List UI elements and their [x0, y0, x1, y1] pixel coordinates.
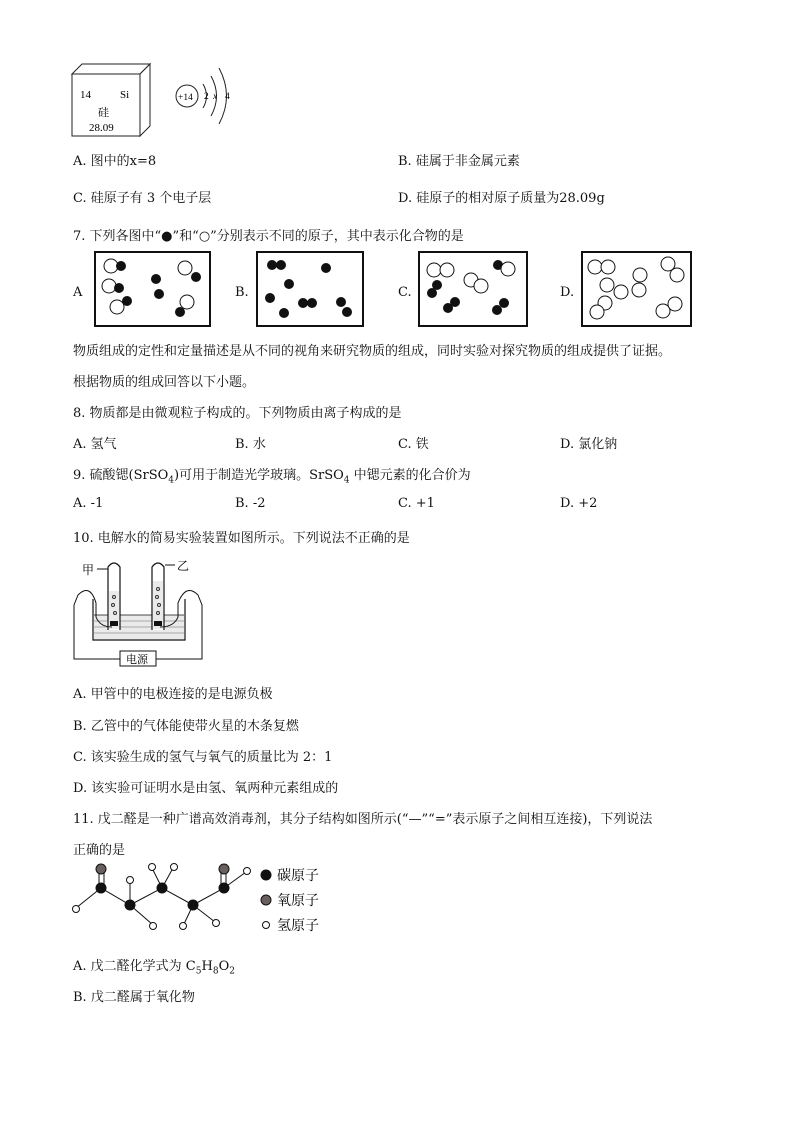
nucleus-charge: +14 [178, 93, 193, 103]
q7-label-c: C. [398, 285, 412, 300]
legend-oxygen: 氧原子 [277, 894, 319, 909]
element-number: 14 [80, 89, 91, 101]
passage-line-1: 物质组成的定性和定量描述是从不同的视角来研究物质的组成，同时实验对探究物质的组成提供了证据。 [73, 344, 672, 359]
q7-label-b: B. [235, 285, 249, 300]
q7-label-a: A [73, 285, 83, 300]
power-source-label: 电源 [126, 654, 148, 666]
q6-option-d: D. 硅原子的相对原子质量为28.09g [398, 191, 605, 206]
q9-stem: 9. 硫酸锶(SrSO$_4$)可用于制造光学玻璃。SrSO$_4$ 中锶元素的化合价为 [73, 468, 471, 486]
q9-option-c: C. +1 [398, 496, 435, 511]
q6-option-b: B. 硅属于非金属元素 [398, 154, 520, 169]
atom-structure-diagram [176, 68, 230, 124]
q9-option-b: B. -2 [235, 496, 266, 511]
q10-option-d: D. 该实验可证明水是由氢、氧两种元素组成的 [73, 781, 339, 796]
q11-stem-line-1: 11. 戊二醛是一种广谱高效消毒剂，其分子结构如图所示(“—”“=”表示原子之间相互连接)，下列说法 [73, 812, 653, 827]
q7-box-d [581, 251, 692, 327]
q8-option-c: C. 铁 [398, 437, 429, 452]
q7-stem: 7. 下列各图中“●”和“○”分别表示不同的原子，其中表示化合物的是 [73, 229, 464, 244]
q7-box-b [256, 251, 364, 327]
q7-box-a [94, 251, 211, 327]
q11-option-a: A. 戊二醛化学式为 $C_5H_8O_2$ [73, 959, 235, 977]
electrolysis-apparatus [70, 555, 220, 670]
shell1-electrons: 2 [204, 92, 209, 102]
q8-option-b: B. 水 [235, 437, 266, 452]
q8-stem: 8. 物质都是由微观粒子构成的。下列物质由离子构成的是 [73, 406, 402, 421]
q10-option-c: C. 该实验生成的氢气与氧气的质量比为 2：1 [73, 750, 333, 765]
element-mass: 28.09 [89, 122, 114, 134]
q11-option-b: B. 戊二醛属于氧化物 [73, 990, 195, 1005]
q11-stem-line-2: 正确的是 [73, 843, 126, 858]
tube-label-yi: 乙 [177, 559, 190, 573]
q7-box-c [418, 251, 528, 327]
q9-option-a: A. -1 [73, 496, 104, 511]
element-cube [72, 64, 150, 136]
q7-label-d: D. [560, 285, 575, 300]
legend-carbon: 碳原子 [277, 869, 319, 884]
q10-option-b: B. 乙管中的气体能使带火星的木条复燃 [73, 719, 299, 734]
passage-line-2: 根据物质的组成回答以下小题。 [73, 375, 256, 390]
q10-option-a: A. 甲管中的电极连接的是电源负极 [73, 687, 273, 702]
q10-stem: 10. 电解水的简易实验装置如图所示。下列说法不正确的是 [73, 531, 410, 546]
q9-option-d: D. +2 [560, 496, 598, 511]
legend-hydrogen: 氢原子 [277, 919, 319, 934]
q8-option-a: A. 氢气 [73, 437, 117, 452]
glutaraldehyde-structure [70, 862, 340, 944]
tube-label-jia: 甲 [82, 563, 95, 577]
silicon-figures [70, 62, 245, 142]
element-symbol: Si [120, 89, 130, 101]
shell3-electrons: 4 [225, 92, 230, 102]
q8-option-d: D. 氯化钠 [560, 437, 618, 452]
shell2-electrons: x [213, 92, 218, 102]
element-name: 硅 [98, 107, 109, 119]
q6-option-c: C. 硅原子有 3 个电子层 [73, 191, 212, 206]
q6-option-a: A. 图中的x=8 [73, 154, 157, 169]
